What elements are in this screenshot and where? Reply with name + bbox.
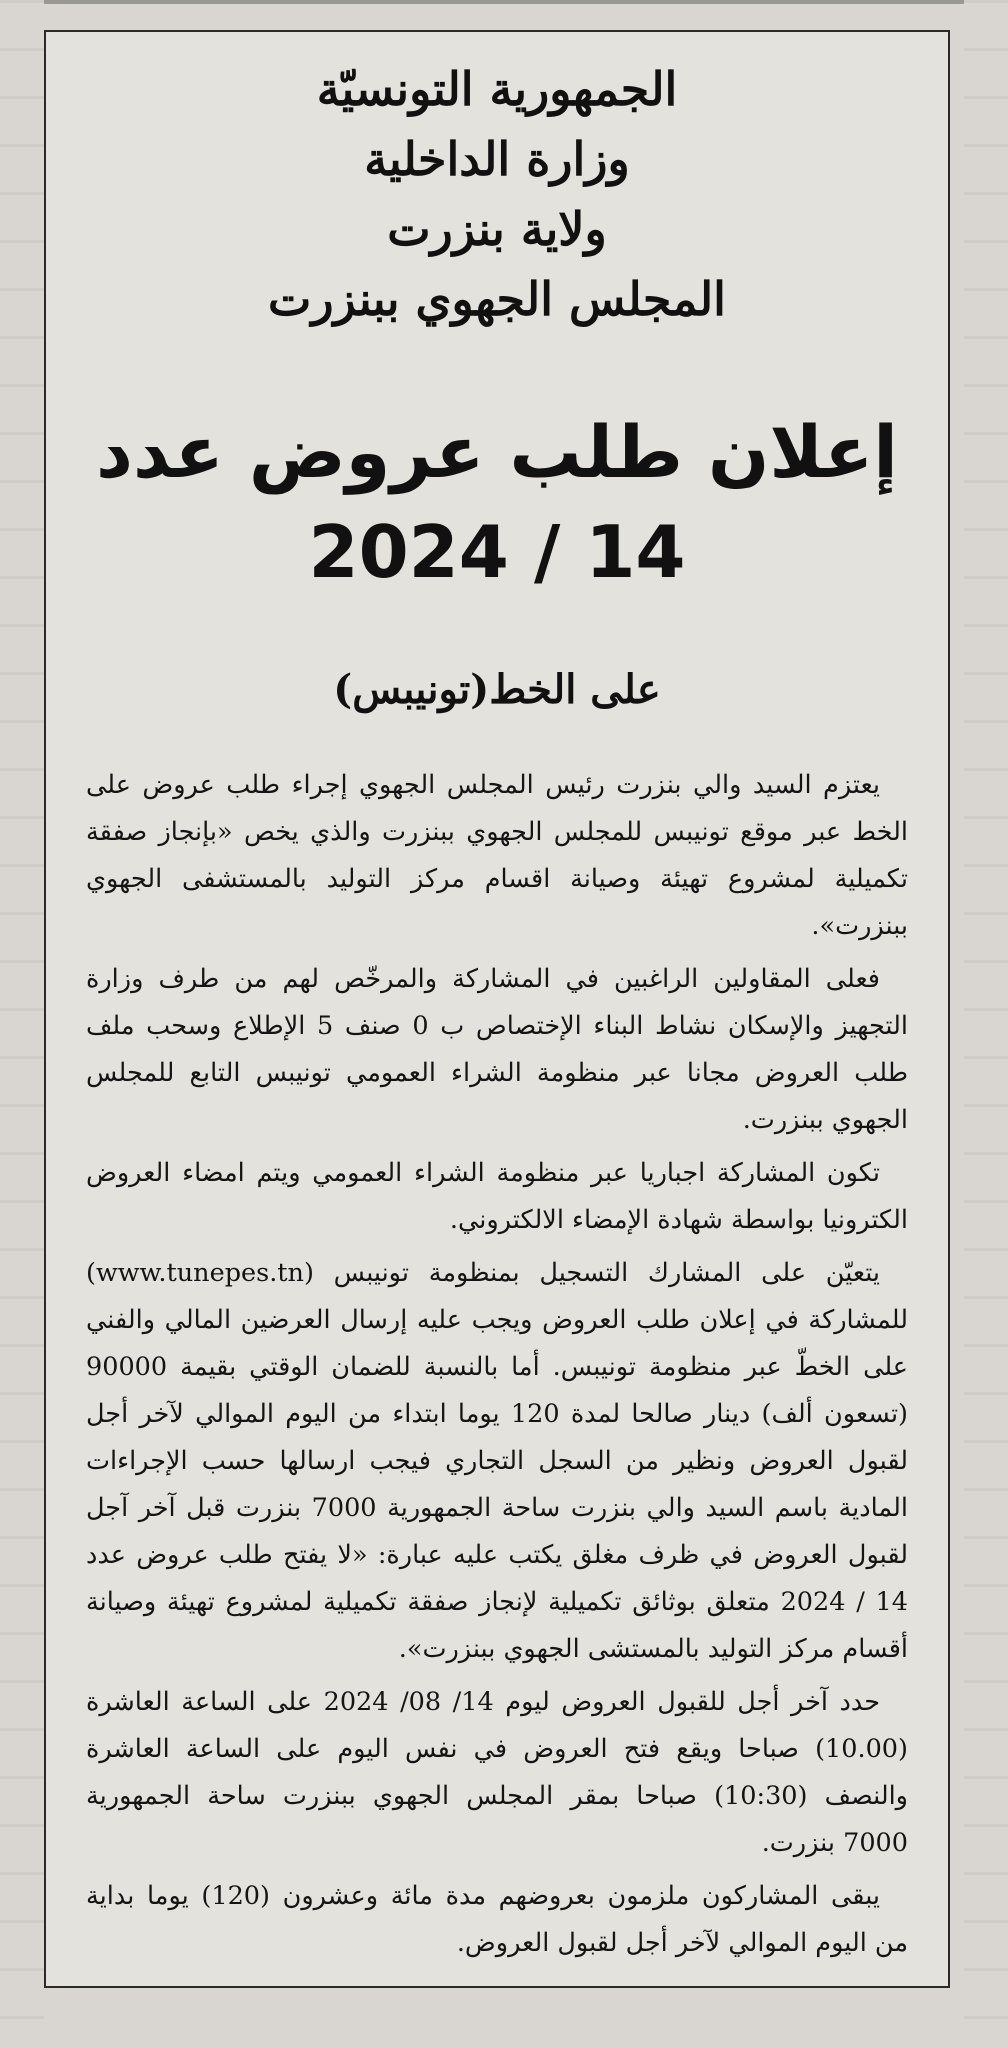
paragraph-intro: يعتزم السيد والي بنزرت رئيس المجلس الجهوي إجراء طلب عروض على الخط عبر موقع تونيبس للمجلس الجهوي ببنزرت والذي يخص «بإنجاز صفقة تكميلية لمشروع تهيئة وصيانة اقسام مركز التوليد بالمستشفى الجهوي ببنزرت». (86, 770, 908, 941)
notice-title: إعلان طلب عروض عدد 14 / 2024 (96, 410, 898, 594)
paragraph-contractors: فعلى المقاولين الراغبين في المشاركة والمرخّص لهم من طرف وزارة التجهيز والإسكان نشاط البناء الإختصاص ب 0 صنف 5 الإطلاع وسحب ملف طلب العروض مجانا عبر منظومة الشراء العمومي تونيبس التابع للمجلس الجهوي ببنزرت. (86, 964, 908, 1135)
header-line-ministry: وزارة الداخلية (364, 132, 630, 186)
notice-body (86, 762, 908, 1967)
adjacent-column-left (0, 0, 44, 2048)
paragraph-registration-guarantee: يتعيّن على المشارك التسجيل بمنظومة تونيبس (www.tunepes.tn) للمشاركة في إعلان طلب العروض ويجب عليه إرسال العرضين المالي والفني على الخطّ عبر منظومة تونيبس. أما بالنسبة للضمان الوقتي بقيمة 90000 (تسعون ألف) دينار صالحا لمدة 120 يوما ابتداء من اليوم الموالي لآخر أجل لقبول العروض ونظير من السجل التجاري فيجب ارسالها حسب الإجراءات المادية باسم السيد والي بنزرت ساحة الجمهورية 7000 بنزرت قبل آخر آجل لقبول العروض في ظرف مغلق يكتب عليه عبارة: «لا يفتح طلب عروض عدد 14 / 2024 متعلق بوثائق تكميلية لإنجاز صفقة تكميلية لمشروع تهيئة وصيانة أقسام مركز التوليد بالمستشى الجهوي ببنزرت». (86, 1258, 908, 1664)
clipping-top-edge (44, 0, 964, 14)
notice-subtitle: على الخط(تونيبس) (333, 666, 661, 713)
header-line-republic: الجمهورية التونسيّة (316, 62, 678, 116)
adjacent-column-right (964, 0, 1008, 2048)
paragraph-deadline: حدد آخر أجل للقبول العروض ليوم 14/ 08/ 2024 على الساعة العاشرة (10.00) صباحا ويقع فتح العروض في نفس اليوم على الساعة العاشرة والنصف (10:30) صباحا بمقر المجلس الجهوي ببنزرت ساحة الجمهورية 7000 بنزرت. (86, 1687, 908, 1858)
paragraph-validity: يبقى المشاركون ملزمون بعروضهم مدة مائة وعشرون (120) يوما بداية من اليوم الموالي لآخر أجل لقبول العروض. (86, 1881, 908, 1958)
tender-notice (44, 30, 950, 1988)
header-line-council: المجلس الجهوي ببنزرت (268, 272, 726, 326)
header-line-governorate: ولاية بنزرت (387, 202, 607, 256)
paragraph-electronic-signature: تكون المشاركة اجباريا عبر منظومة الشراء العمومي ويتم امضاء العروض الكترونيا بواسطة شهادة الإمضاء الالكتروني. (86, 1158, 908, 1235)
issuer-header (86, 54, 908, 334)
